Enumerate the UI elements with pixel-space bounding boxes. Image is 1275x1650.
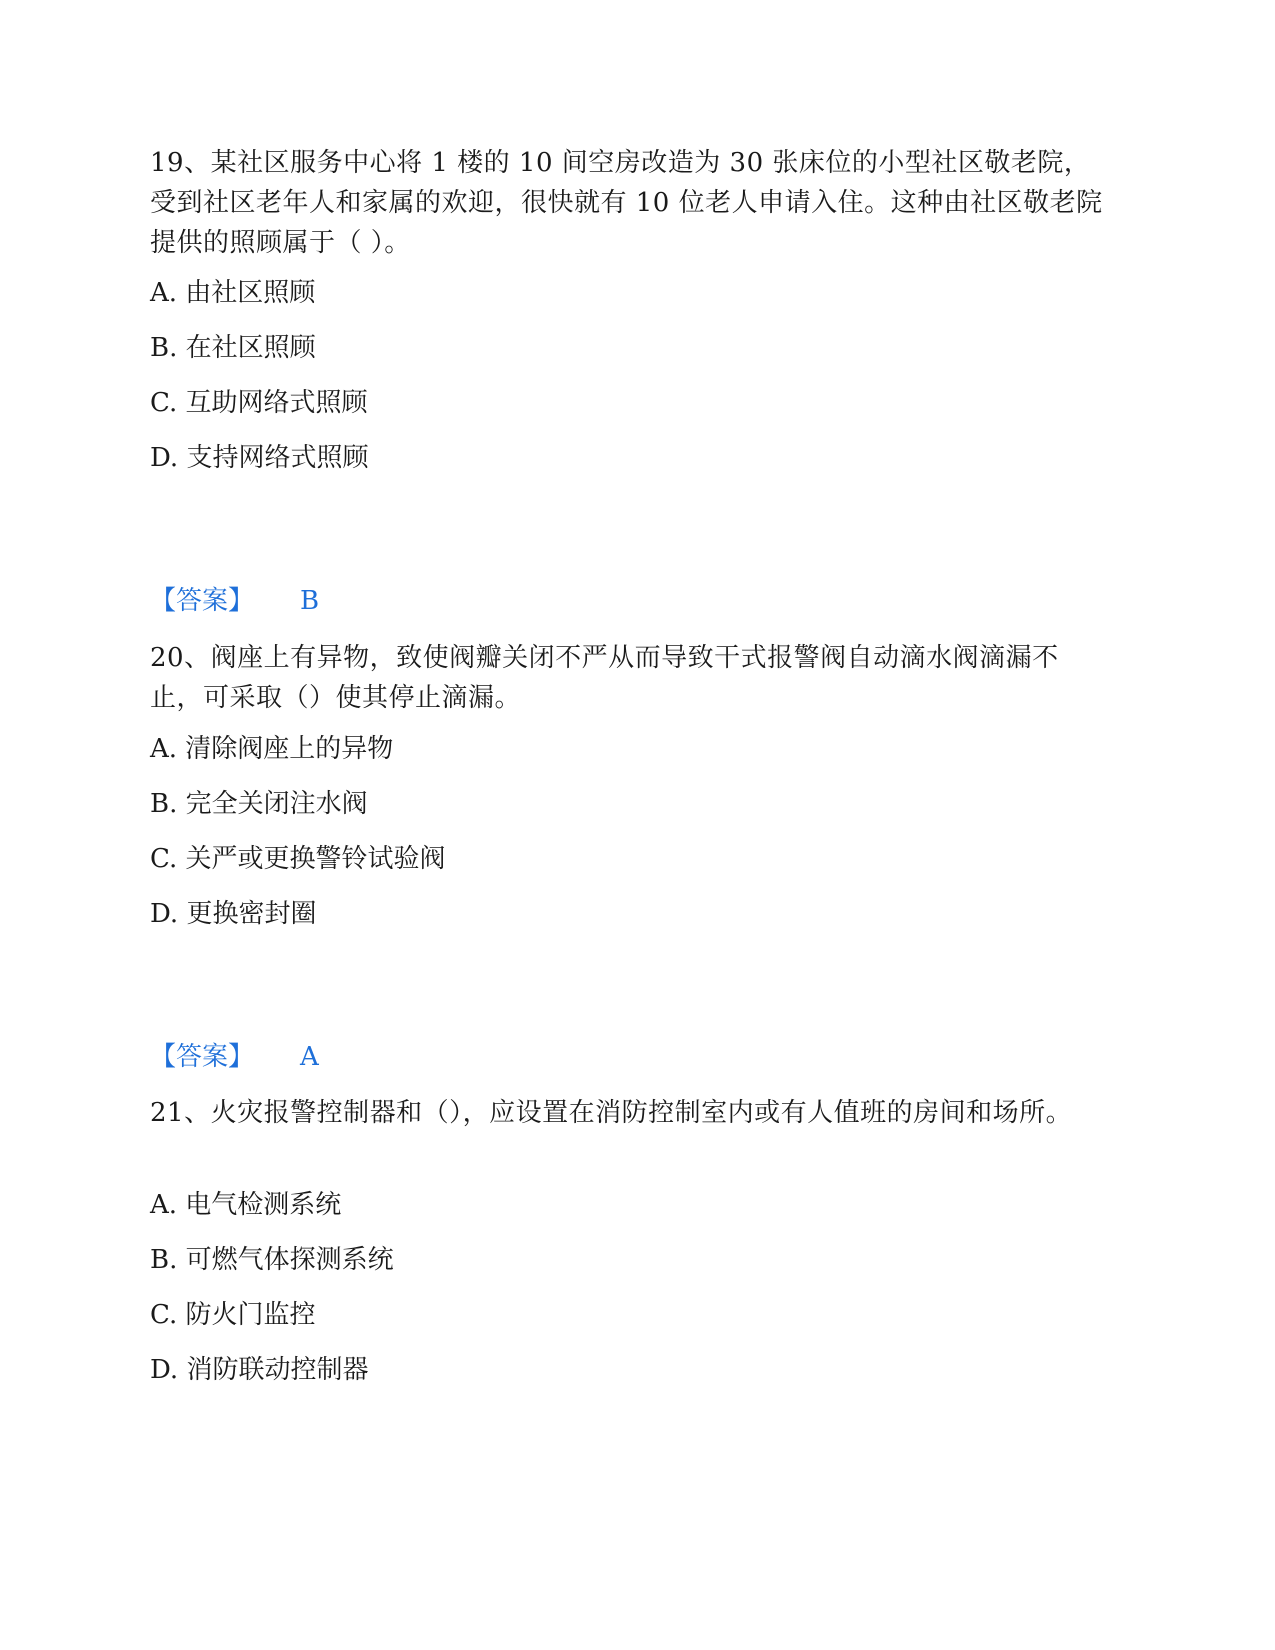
question-21-option-c: C. 防火门监控 xyxy=(150,1300,316,1330)
question-20-option-c: C. 关严或更换警铃试验阀 xyxy=(150,844,446,874)
question-20-option-b: B. 完全关闭注水阀 xyxy=(150,789,368,819)
question-21-text: 21、火灾报警控制器和（），应设置在消防控制室内或有人值班的房间和场所。 xyxy=(150,1098,1073,1128)
question-20-option-a: A. 清除阀座上的异物 xyxy=(150,734,394,764)
question-20-text: 20、阀座上有异物，致使阀瓣关闭不严从而导致干式报警阀自动滴水阀滴漏不止，可采取（）使其停止滴漏。 xyxy=(150,643,1059,713)
question-19-text: 19、某社区服务中心将 1 楼的 10 间空房改造为 30 张床位的小型社区敬老院，受到社区老年人和家属的欢迎，很快就有 10 位老人申请入住。这种由社区敬老院提供的照顾属于（ ）。 xyxy=(150,148,1103,258)
question-21-option-d: D. 消防联动控制器 xyxy=(150,1355,369,1385)
answer-label: 【答案】 xyxy=(150,1042,255,1072)
question-20-option-d: D. 更换密封圈 xyxy=(150,899,317,929)
question-20-answer xyxy=(150,1039,319,1075)
question-21-option-a: A. 电气检测系统 xyxy=(150,1190,342,1220)
question-19-option-d: D. 支持网络式照顾 xyxy=(150,443,369,473)
question-19-answer xyxy=(150,583,319,619)
answer-value: B xyxy=(300,586,320,616)
question-19-option-c: C. 互助网络式照顾 xyxy=(150,388,368,418)
answer-value: A xyxy=(300,1042,319,1072)
answer-label: 【答案】 xyxy=(150,586,255,616)
question-21-option-b: B. 可燃气体探测系统 xyxy=(150,1245,394,1275)
question-19-option-b: B. 在社区照顾 xyxy=(150,333,316,363)
question-19-option-a: A. 由社区照顾 xyxy=(150,278,316,308)
